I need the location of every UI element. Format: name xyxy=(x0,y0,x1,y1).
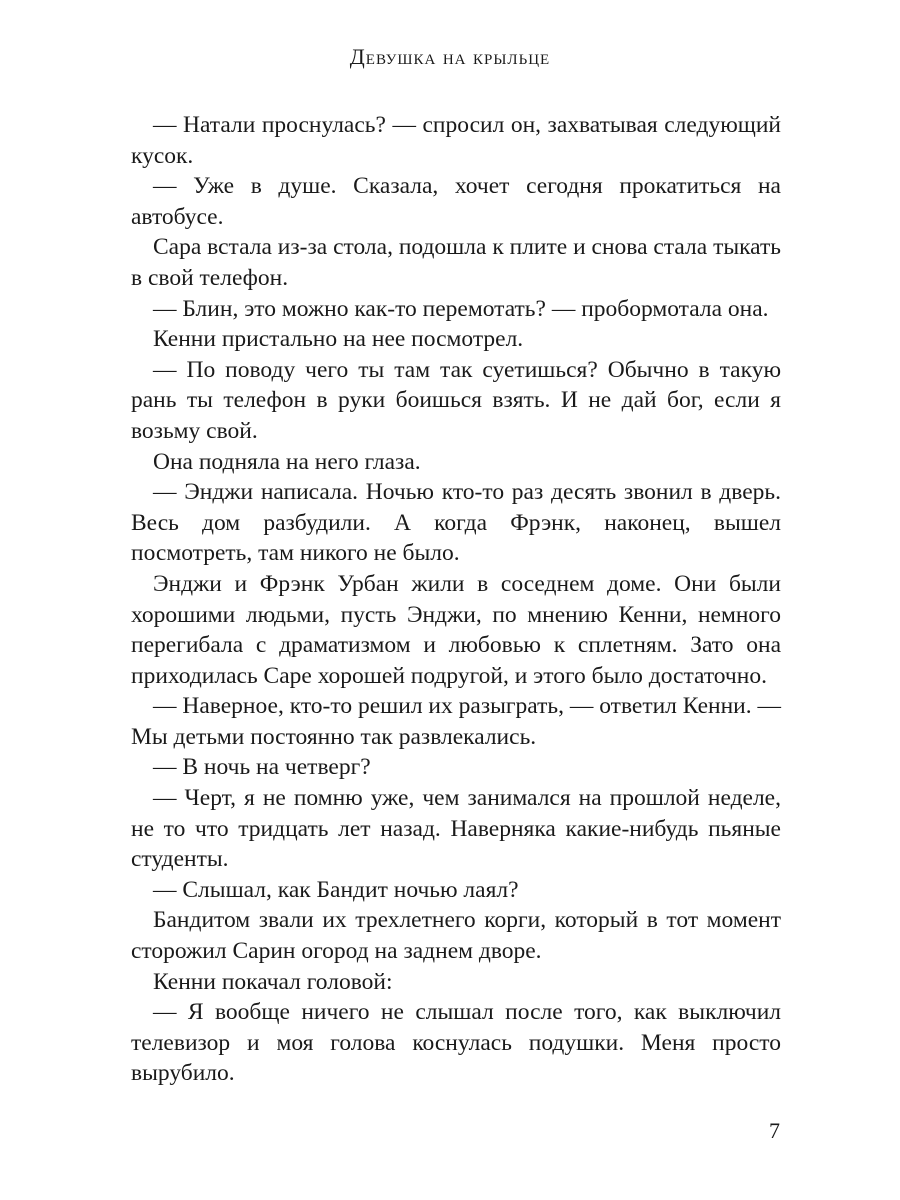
running-head: Девушка на крыльце xyxy=(349,44,551,69)
paragraph: Кенни покачал головой: xyxy=(153,968,393,995)
paragraph: Энджи и Фрэнк Урбан жили в соседнем доме. Они были хорошими людьми, пусть Энджи, по мнению Кенни, немного перегибала с драматизмом и любовью к сплетням. Зато она приходилась Саре хорошей подругой, и этого было достаточно. xyxy=(131,570,781,689)
paragraph: — Блин, это можно как-то перемотать? — пробормотала она. xyxy=(153,295,769,322)
paragraph: — Черт, я не помню уже, чем занимался на прошлой неделе, не то что тридцать лет назад. Наверняка какие-нибудь пьяные студенты. xyxy=(131,785,781,873)
paragraph: Кенни пристально на нее посмотрел. xyxy=(153,326,524,353)
paragraph: Она подняла на него глаза. xyxy=(153,448,421,475)
paragraph: — Уже в душе. Сказала, хочет сегодня прокатиться на автобусе. xyxy=(131,173,781,230)
paragraph: Бандитом звали их трехлетнего корги, который в тот момент сторожил Сарин огород на заднем дворе. xyxy=(131,907,781,965)
page-number: 7 xyxy=(769,1118,780,1143)
paragraph: — Слышал, как Бандит ночью лаял? xyxy=(153,876,519,903)
paragraph: — Я вообще ничего не слышал после того, как выключил телевизор и моя голова коснулась подушки. Меня просто вырубило. xyxy=(131,999,781,1087)
paragraph: — Натали проснулась? — спросил он, захватывая следующий кусок. xyxy=(131,112,781,169)
paragraph: — По поводу чего ты там так суетишься? Обычно в такую рань ты телефон в руки боишься взять. И не дай бог, если я возьму свой. xyxy=(131,356,781,444)
paragraph: — Наверное, кто-то решил их разыграть, — ответил Кенни. — Мы детьми постоянно так развлекались. xyxy=(131,693,781,750)
paragraph: — В ночь на четверг? xyxy=(153,754,371,781)
body-text xyxy=(131,110,781,1089)
paragraph: Сара встала из-за стола, подошла к плите и снова стала тыкать в свой телефон. xyxy=(131,234,781,291)
paragraph: — Энджи написала. Ночью кто-то раз десять звонил в дверь. Весь дом разбудили. А когда Фрэнк, наконец, вышел посмотреть, там никого не было. xyxy=(131,479,781,567)
